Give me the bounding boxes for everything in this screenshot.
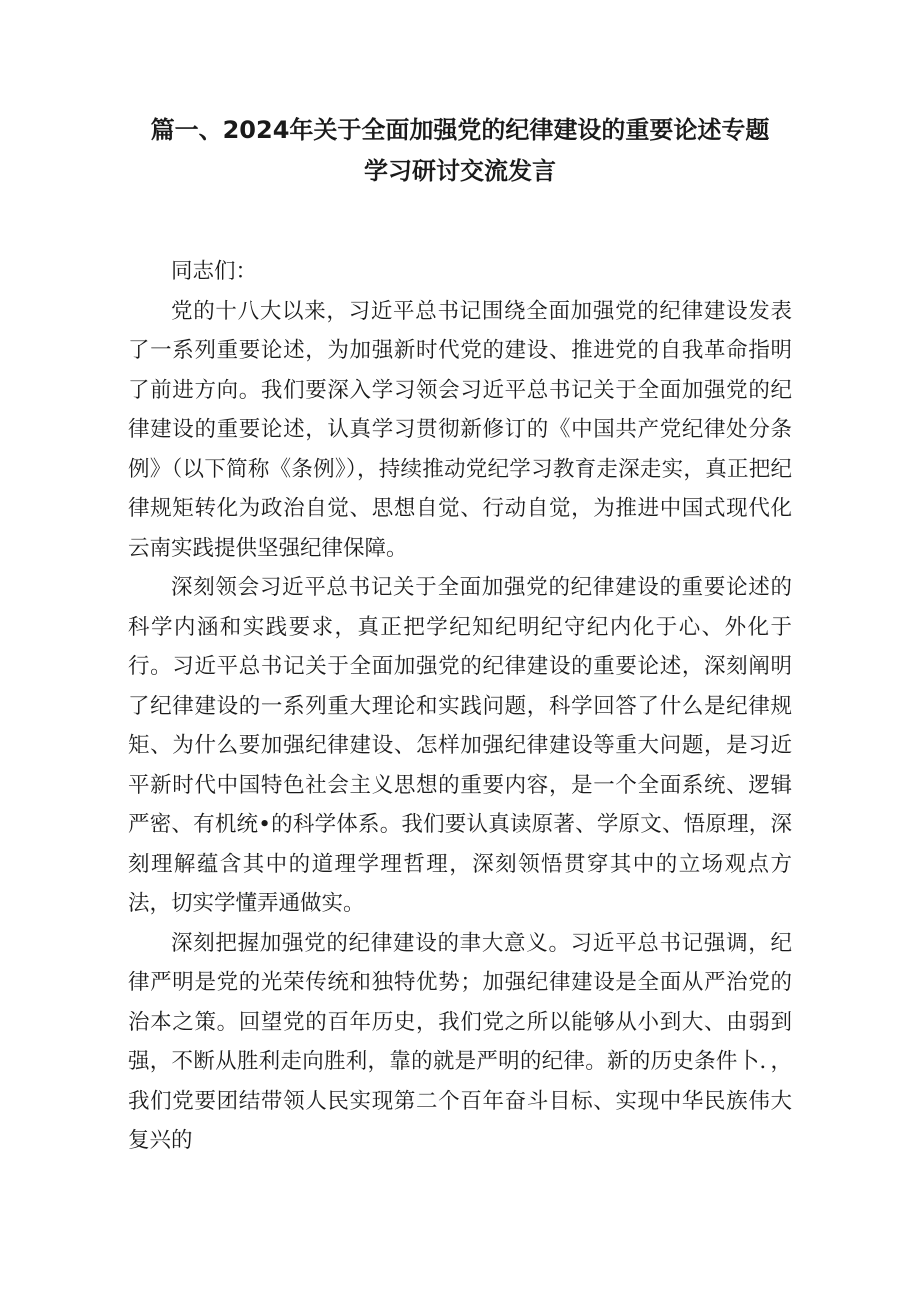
- paragraph-2: 深刻领会习近平总书记关于全面加强党的纪律建设的重要论述的科学内涵和实践要求，真正把学纪知纪明纪守纪内化于心、外化于行。习近平总书记关于全面加强党的纪律建设的重要论述，深刻阐明了纪律建设的一系列重大理论和实践问题，科学回答了什么是纪律规矩、为什么要加强纪律建设、怎样加强纪律建设等重大问题，是习近平新时代中国特色社会主义思想的重要内容，是一个全面系统、逻辑严密、有机统•的科学体系。我们要认真读原著、学原文、悟原理，深刻理解蕴含其中的道理学理哲理，深刻领悟贯穿其中的立场观点方法，切实学懂弄通做实。: [128, 575, 792, 916]
- paragraph-3: 深刻把握加强党的纪律建设的聿大意义。习近平总书记强调，纪律严明是党的光荣传统和独特优势；加强纪律建设是全面从严治党的治本之策。回望党的百年历史，我们党之所以能够从小到大、由弱到强，不断从胜利走向胜利，靠的就是严明的纪律。新的历史条件卜．，我们党要团结带领人民实现第二个百年奋斗目标、实现中华民族伟大复兴的: [128, 930, 792, 1153]
- paragraph-1: 党的十八大以来，习近平总书记围绕全面加强党的纪律建设发表了一系列重要论述，为加强新时代党的建设、推进党的自我革命指明了前进方向。我们要深入学习领会习近平总书记关于全面加强党的纪律建设的重要论述，认真学习贯彻新修订的《中国共产党纪律处分条例》（以下简称《条例》），持续推动党纪学习教育走深走实，真正把纪律规矩转化为政治自觉、思想自觉、行动自觉，为推进中国式现代化云南实践提供坚强纪律保障。: [128, 298, 792, 561]
- document-title-line-2: 学习研讨交流发言: [364, 157, 556, 185]
- document-title-line-1: 篇一、2024年关于全面加强党的纪律建设的重要论述专题: [150, 116, 770, 144]
- salutation: 同志们：: [171, 259, 258, 284]
- document-body: [128, 252, 792, 1161]
